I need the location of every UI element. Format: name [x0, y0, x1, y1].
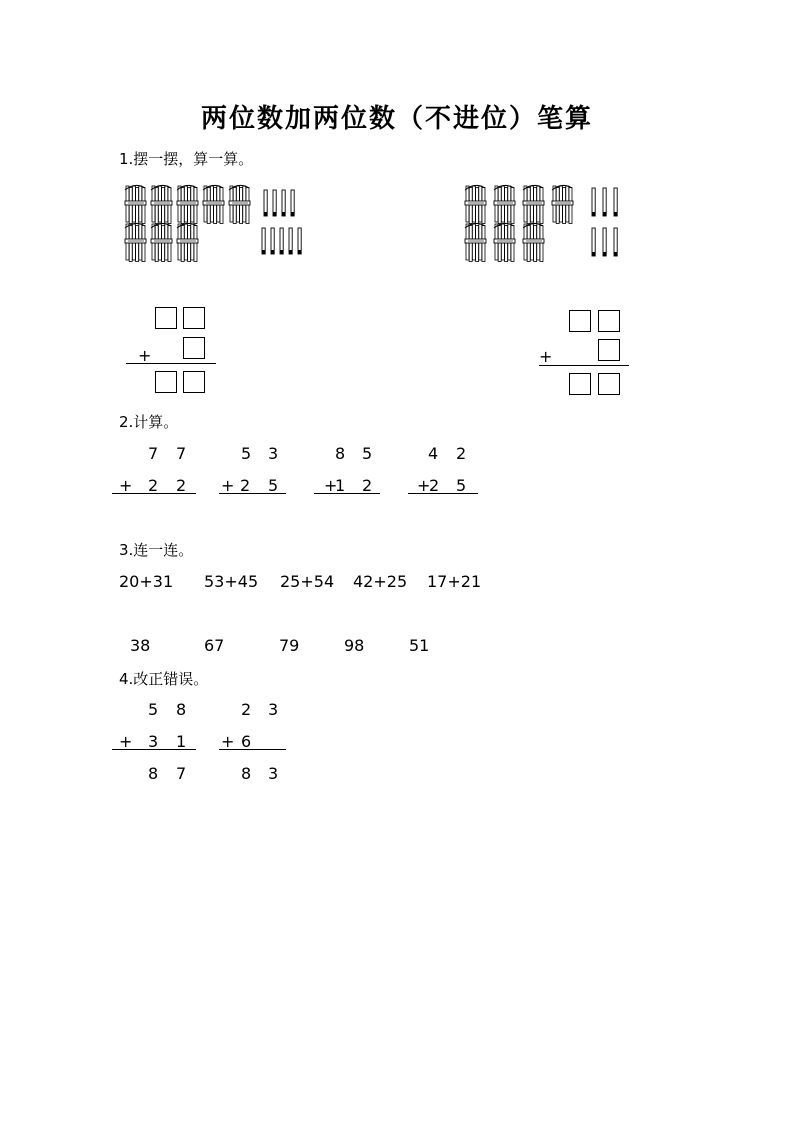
single-stick-icon — [271, 228, 274, 254]
single-stick-icon — [298, 228, 301, 254]
single-stick-icon — [603, 188, 606, 216]
digit: 1 — [176, 732, 187, 751]
digit: 8 — [176, 700, 187, 719]
sum-line — [219, 493, 286, 494]
question-1-heading: 1.摆一摆，算一算。 — [119, 150, 254, 168]
page-title: 两位数加两位数（不进位）笔算 — [200, 104, 593, 134]
digit: 1 — [335, 476, 346, 495]
result-number: 38 — [130, 636, 151, 655]
digit: 2 — [148, 476, 159, 495]
stick-bundle-icon — [151, 223, 172, 261]
expression: 20+31 — [119, 572, 174, 591]
single-stick-icon — [603, 228, 606, 256]
sum-line — [219, 749, 286, 750]
answer-box[interactable] — [598, 339, 620, 361]
sum-line — [314, 493, 380, 494]
sum-line — [539, 365, 629, 366]
single-stick-icon — [289, 228, 292, 254]
stick-bundle-icon — [494, 185, 515, 223]
plus-sign: + — [221, 732, 235, 751]
single-stick-icon — [614, 228, 617, 256]
expression: 25+54 — [280, 572, 335, 591]
digit: 2 — [429, 476, 440, 495]
answer-box[interactable] — [183, 337, 205, 359]
digit: 2 — [241, 700, 252, 719]
digit: 8 — [241, 764, 252, 783]
digit: 3 — [268, 764, 279, 783]
digit: 5 — [456, 476, 467, 495]
result-number: 67 — [204, 636, 225, 655]
stick-bundle-icon — [177, 223, 198, 261]
single-stick-icon — [282, 190, 285, 216]
single-stick-icon — [614, 188, 617, 216]
digit: 7 — [176, 444, 187, 463]
answer-box[interactable] — [598, 373, 620, 395]
digit: 4 — [428, 444, 439, 463]
digit: 6 — [241, 732, 252, 751]
result-number: 79 — [279, 636, 300, 655]
answer-box[interactable] — [155, 307, 177, 329]
question-3-heading: 3.连一连。 — [119, 541, 194, 559]
stick-bundle-icon — [523, 223, 544, 261]
result-number: 51 — [409, 636, 430, 655]
answer-box[interactable] — [598, 310, 620, 332]
single-stick-icon — [264, 190, 267, 216]
stick-bundle-icon — [125, 185, 146, 223]
digit: 8 — [148, 764, 159, 783]
digit: 7 — [176, 764, 187, 783]
answer-box[interactable] — [183, 307, 205, 329]
stick-bundle-icon — [552, 185, 573, 223]
plus-sign: + — [417, 476, 431, 495]
sum-line — [112, 749, 196, 750]
stick-bundle-icon — [465, 185, 486, 223]
sum-line — [126, 363, 216, 364]
digit: 3 — [148, 732, 159, 751]
digit: 8 — [335, 444, 346, 463]
stick-bundle-icon — [465, 223, 486, 261]
answer-box[interactable] — [183, 371, 205, 393]
single-stick-icon — [291, 190, 294, 216]
digit: 2 — [362, 476, 373, 495]
answer-box[interactable] — [155, 371, 177, 393]
stick-bundle-icon — [177, 185, 198, 223]
single-stick-icon — [262, 228, 265, 254]
plus-sign: + — [119, 732, 133, 751]
question-4-heading: 4.改正错误。 — [119, 670, 209, 688]
digit: 3 — [268, 444, 279, 463]
plus-sign: + — [221, 476, 235, 495]
stick-bundle-icon — [203, 185, 224, 223]
digit: 5 — [362, 444, 373, 463]
single-stick-icon — [592, 228, 595, 256]
digit: 2 — [240, 476, 251, 495]
result-number: 98 — [344, 636, 365, 655]
plus-sign: + — [138, 346, 152, 365]
digit: 5 — [241, 444, 252, 463]
right-bundles-illustration — [462, 180, 642, 270]
sum-line — [408, 493, 478, 494]
digit: 2 — [456, 444, 467, 463]
stick-bundle-icon — [151, 185, 172, 223]
expression: 17+21 — [427, 572, 482, 591]
expression: 53+45 — [204, 572, 259, 591]
stick-bundle-icon — [494, 223, 515, 261]
single-stick-icon — [280, 228, 283, 254]
answer-box[interactable] — [569, 373, 591, 395]
left-bundles-illustration — [122, 180, 322, 270]
stick-bundle-icon — [229, 185, 250, 223]
plus-sign: + — [119, 476, 133, 495]
expression: 42+25 — [353, 572, 408, 591]
single-stick-icon — [273, 190, 276, 216]
digit: 2 — [176, 476, 187, 495]
sum-line — [112, 493, 196, 494]
stick-bundle-icon — [125, 223, 146, 261]
digit: 3 — [268, 700, 279, 719]
question-2-heading: 2.计算。 — [119, 413, 179, 431]
digit: 5 — [148, 700, 159, 719]
digit: 5 — [268, 476, 279, 495]
single-stick-icon — [592, 188, 595, 216]
answer-box[interactable] — [569, 310, 591, 332]
plus-sign: + — [539, 347, 553, 366]
plus-sign: + — [324, 476, 338, 495]
digit: 7 — [148, 444, 159, 463]
stick-bundle-icon — [523, 185, 544, 223]
